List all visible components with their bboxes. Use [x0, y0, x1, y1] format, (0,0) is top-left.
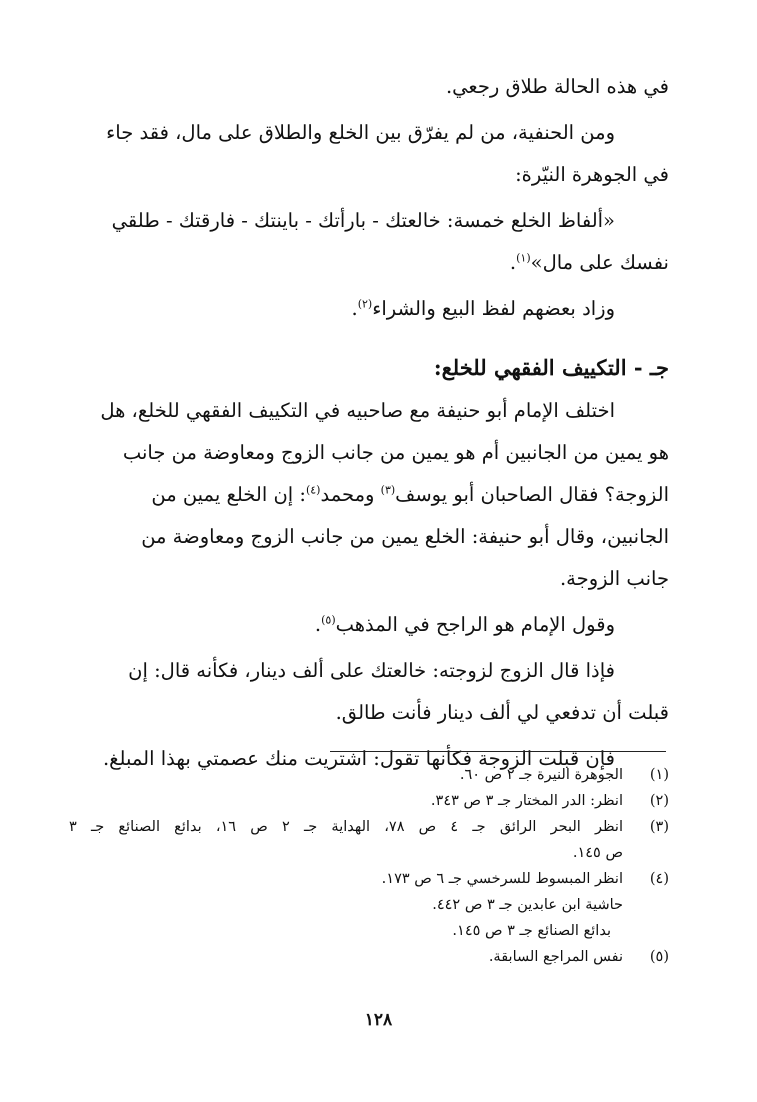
paragraph-text: وزاد بعضهم لفظ البيع والشراء [372, 297, 615, 320]
paragraph-line: الجانبين، وقال أبو حنيفة: الخلع يمين من جانب الزوج ومعاوضة من [141, 525, 669, 548]
paragraph-text: : إن الخلع يمين من [151, 483, 306, 506]
paragraph-line: وزاد بعضهم لفظ البيع والشراء$^{(٢)}$. [351, 297, 615, 320]
footnote-text: بدائع الصنائع جـ ٣ ص ١٤٥. [452, 923, 611, 939]
paragraph-text: ومحمد [320, 483, 381, 506]
footnote-continuation [69, 840, 669, 866]
paragraph-line: اختلف الإمام أبو حنيفة مع صاحبيه في التكييف الفقهي للخلع، هل [100, 399, 615, 422]
quote-line: نفسك على مال»$^{(١)}$. [509, 251, 669, 274]
footnote-text: حاشية ابن عابدين جـ ٣ ص ٤٤٢. [432, 897, 623, 913]
footnote [69, 944, 669, 970]
footnote-number: (٤) [649, 871, 669, 887]
footnote-continuation [69, 918, 669, 944]
paragraph-line: فإذا قال الزوج لزوجته: خالعتك على ألف دينار، فكأنه قال: إن [128, 659, 615, 682]
footnote-text: انظر المبسوط للسرخسي جـ ٦ ص ١٧٣. [381, 871, 623, 887]
footnote [69, 788, 669, 814]
page-number: ١٢٨ [364, 1010, 393, 1030]
footnote-text: انظر البحر الرائق جـ ٤ ص ٧٨، الهداية جـ ٢ ص ١٦، بدائع الصنائع جـ ٣ [69, 819, 623, 835]
footnote-number: (٢) [649, 793, 669, 809]
page-body [70, 66, 669, 780]
footnote-ref[interactable]: (٤) [305, 483, 321, 497]
paragraph-text: وقول الإمام هو الراجح في المذهب [335, 613, 615, 636]
footnote [69, 866, 669, 892]
paragraph-line: هو يمين من الجانبين أم هو يمين من جانب الزوج ومعاوضة من جانب [122, 441, 669, 464]
footnote-ref[interactable]: (٥) [321, 613, 336, 627]
paragraph-line: في هذه الحالة طلاق رجعي. [445, 75, 669, 98]
footnote-ref[interactable]: (١) [516, 251, 531, 265]
paragraph-line [70, 474, 669, 516]
footnote-text: الجوهرة النيرة جـ ٢ ص ٦٠. [459, 767, 623, 783]
quote-text: نفسك على مال» [530, 251, 669, 274]
paragraph-line: في الجوهرة النيّرة: [515, 163, 669, 186]
footnote [69, 762, 669, 788]
footnote-continuation [69, 892, 669, 918]
paragraph-text: الزوجة؟ فقال الصاحبان أبو يوسف [395, 483, 669, 506]
footnote-number: (١) [649, 767, 669, 783]
footnote-text: نفس المراجع السابقة. [488, 949, 623, 965]
footnotes [69, 762, 669, 970]
footnote [69, 814, 669, 840]
footnote-text: ص ١٤٥. [572, 845, 623, 861]
footnote-text: انظر: الدر المختار جـ ٣ ص ٣٤٣. [430, 793, 623, 809]
footnote-divider [330, 751, 666, 752]
section-heading: جـ - التكييف الفقهي للخلع: [433, 355, 669, 380]
footnote-ref[interactable]: (٣) [380, 483, 396, 497]
footnote-ref[interactable]: (٢) [357, 297, 373, 311]
footnote-number: (٥) [649, 949, 669, 965]
paragraph-line: قبلت أن تدفعي لي ألف دينار فأنت طالق. [335, 701, 669, 724]
footnote-number: (٣) [649, 819, 669, 835]
paragraph-line: وقول الإمام هو الراجح في المذهب$^{(٥)}$. [314, 613, 615, 636]
quote-line: «ألفاظ الخلع خمسة: خالعتك - بارأتك - باينتك - فارقتك - طلقي [111, 209, 615, 232]
paragraph-line: ومن الحنفية، من لم يفرّق بين الخلع والطلاق على مال، فقد جاء [106, 121, 615, 144]
paragraph-line: فإن قبلت الزوجة فكأنها تقول: اشتريت منك عصمتي بهذا المبلغ. [102, 747, 615, 770]
paragraph-line: جانب الزوجة. [559, 567, 669, 590]
